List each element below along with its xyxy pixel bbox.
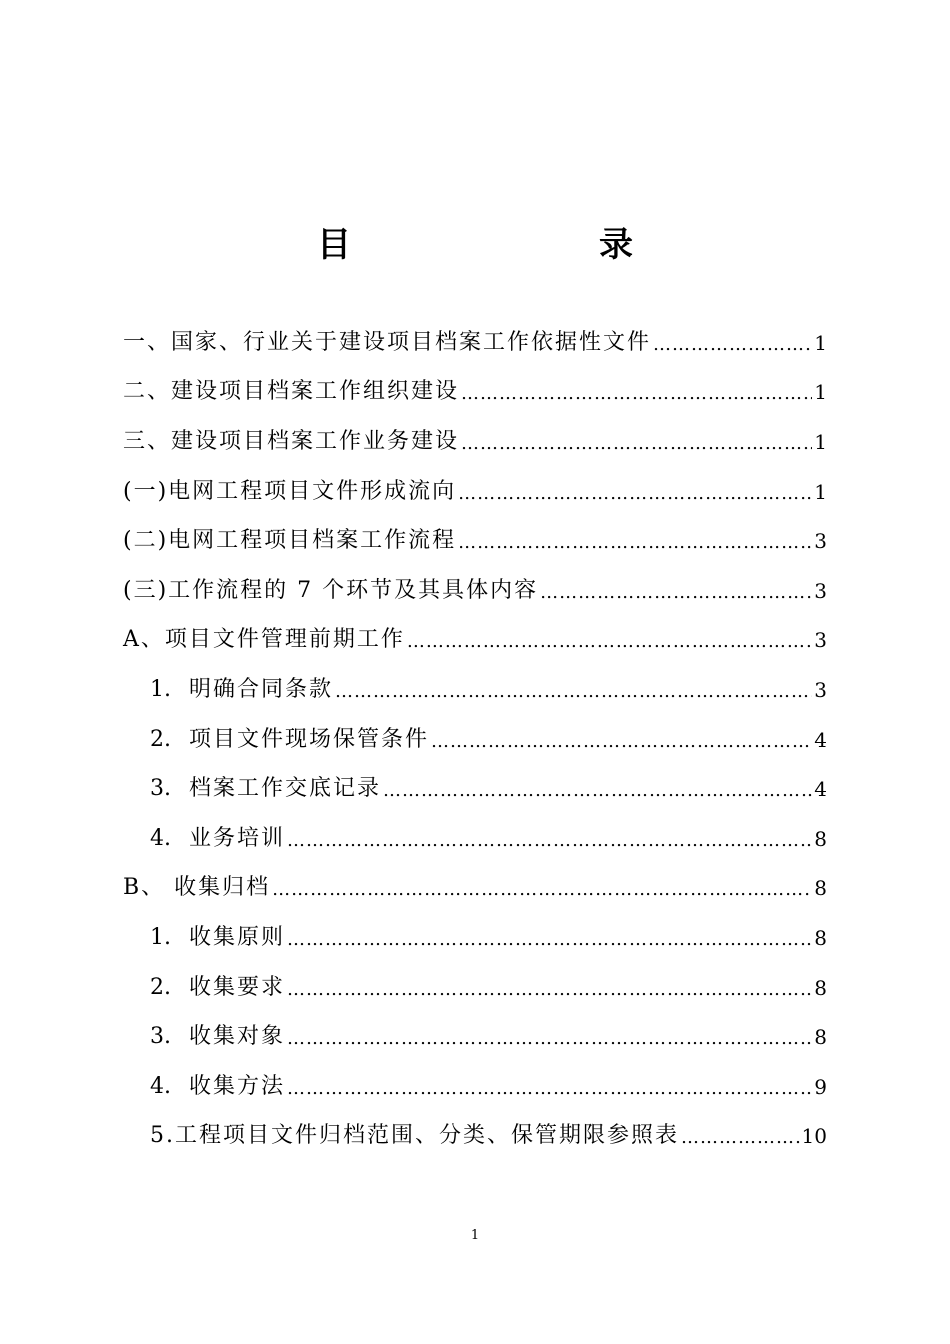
toc-subentry[interactable] — [0, 814, 827, 864]
toc-entry[interactable] — [0, 318, 827, 368]
toc-subentry[interactable] — [0, 963, 827, 1013]
toc-entry-label: 收集原则 — [189, 924, 286, 950]
toc-entry[interactable] — [0, 368, 827, 418]
toc-entry-number: 2. — [150, 974, 171, 1000]
page-number: 1 — [470, 1228, 480, 1243]
toc-entry-page: 8 — [814, 975, 827, 1000]
toc-entry[interactable] — [0, 516, 827, 566]
toc-entry-label: 档案工作交底记录 — [189, 776, 382, 802]
toc-entry-label: 明确合同条款 — [189, 676, 334, 702]
toc-leader-dots — [383, 776, 812, 806]
toc-subentry[interactable] — [0, 665, 827, 715]
toc-entry-number: 4. — [150, 825, 171, 851]
toc-entry-page: 3 — [814, 628, 827, 653]
toc-entry-label: 三、建设项目档案工作业务建设 — [123, 428, 460, 454]
toc-entry-page: 1 — [814, 330, 827, 355]
toc-entry-label: 项目文件现场保管条件 — [189, 726, 430, 752]
toc-leader-dots — [287, 1024, 812, 1054]
toc-entry-label: (一)电网工程项目文件形成流向 — [123, 478, 457, 504]
toc-entry-label: 工程项目文件归档范围、分类、保管期限参照表 — [175, 1123, 680, 1149]
table-of-contents — [0, 318, 950, 1161]
toc-subentry[interactable] — [0, 1112, 827, 1162]
toc-entry-label: 二、建设项目档案工作组织建设 — [123, 379, 460, 405]
toc-entry-page: 8 — [814, 925, 827, 950]
toc-entry-page: 3 — [814, 529, 827, 554]
toc-leader-dots — [287, 975, 812, 1005]
toc-entry-page: 1 — [814, 479, 827, 504]
toc-leader-dots — [458, 479, 812, 509]
toc-entry-label: 收集对象 — [189, 1024, 286, 1050]
toc-leader-dots — [681, 1123, 800, 1153]
toc-subentry[interactable] — [0, 1062, 827, 1112]
toc-entry-page: 10 — [801, 1124, 827, 1149]
toc-subentry[interactable] — [0, 1012, 827, 1062]
toc-leader-dots — [287, 826, 812, 856]
toc-entry-page: 9 — [814, 1074, 827, 1099]
toc-entry-label: (三)工作流程的 7 个环节及其具体内容 — [123, 577, 539, 603]
toc-leader-dots — [431, 727, 812, 757]
toc-entry[interactable] — [0, 417, 827, 467]
toc-entry-page: 3 — [814, 677, 827, 702]
toc-entry-number: 1. — [150, 676, 171, 702]
toc-entry[interactable] — [0, 566, 827, 616]
toc-leader-dots — [653, 330, 812, 360]
toc-entry-number: 2. — [150, 726, 171, 752]
toc-entry[interactable] — [0, 467, 827, 517]
toc-entry-page: 4 — [814, 727, 827, 752]
toc-entry[interactable] — [0, 616, 827, 666]
toc-entry-number: 3. — [150, 776, 171, 802]
toc-leader-dots — [272, 875, 812, 905]
toc-entry-number: 1. — [150, 924, 171, 950]
toc-entry-label: 业务培训 — [189, 825, 286, 851]
toc-entry-page: 8 — [814, 876, 827, 901]
toc-entry-page: 8 — [814, 826, 827, 851]
toc-leader-dots — [287, 925, 812, 955]
toc-entry-label: 收集要求 — [189, 974, 286, 1000]
toc-entry-label: A、项目文件管理前期工作 — [123, 627, 405, 653]
toc-leader-dots — [407, 627, 812, 657]
toc-entry-page: 1 — [814, 380, 827, 405]
toc-entry-label: 收集方法 — [189, 1073, 286, 1099]
toc-entry-page: 4 — [814, 777, 827, 802]
toc-leader-dots — [540, 578, 812, 608]
toc-leader-dots — [335, 677, 812, 707]
toc-entry-label: B、 收集归档 — [123, 875, 271, 901]
toc-subentry[interactable] — [0, 913, 827, 963]
toc-leader-dots — [461, 429, 812, 459]
toc-entry-page: 1 — [814, 429, 827, 454]
toc-entry-page: 8 — [814, 1025, 827, 1050]
toc-entry-label: 一、国家、行业关于建设项目档案工作依据性文件 — [123, 329, 652, 355]
toc-leader-dots — [461, 379, 812, 409]
toc-entry-page: 3 — [814, 578, 827, 603]
toc-subentry[interactable] — [0, 715, 827, 765]
toc-entry-number: 4. — [150, 1073, 171, 1099]
page-title: 目 录 — [317, 225, 693, 265]
toc-entry[interactable] — [0, 864, 827, 914]
toc-entry-label: (二)电网工程项目档案工作流程 — [123, 528, 457, 554]
toc-entry-number: 3. — [150, 1024, 171, 1050]
toc-leader-dots — [458, 528, 812, 558]
toc-entry-number: 5. — [150, 1123, 175, 1149]
toc-leader-dots — [287, 1074, 812, 1104]
toc-subentry[interactable] — [0, 764, 827, 814]
